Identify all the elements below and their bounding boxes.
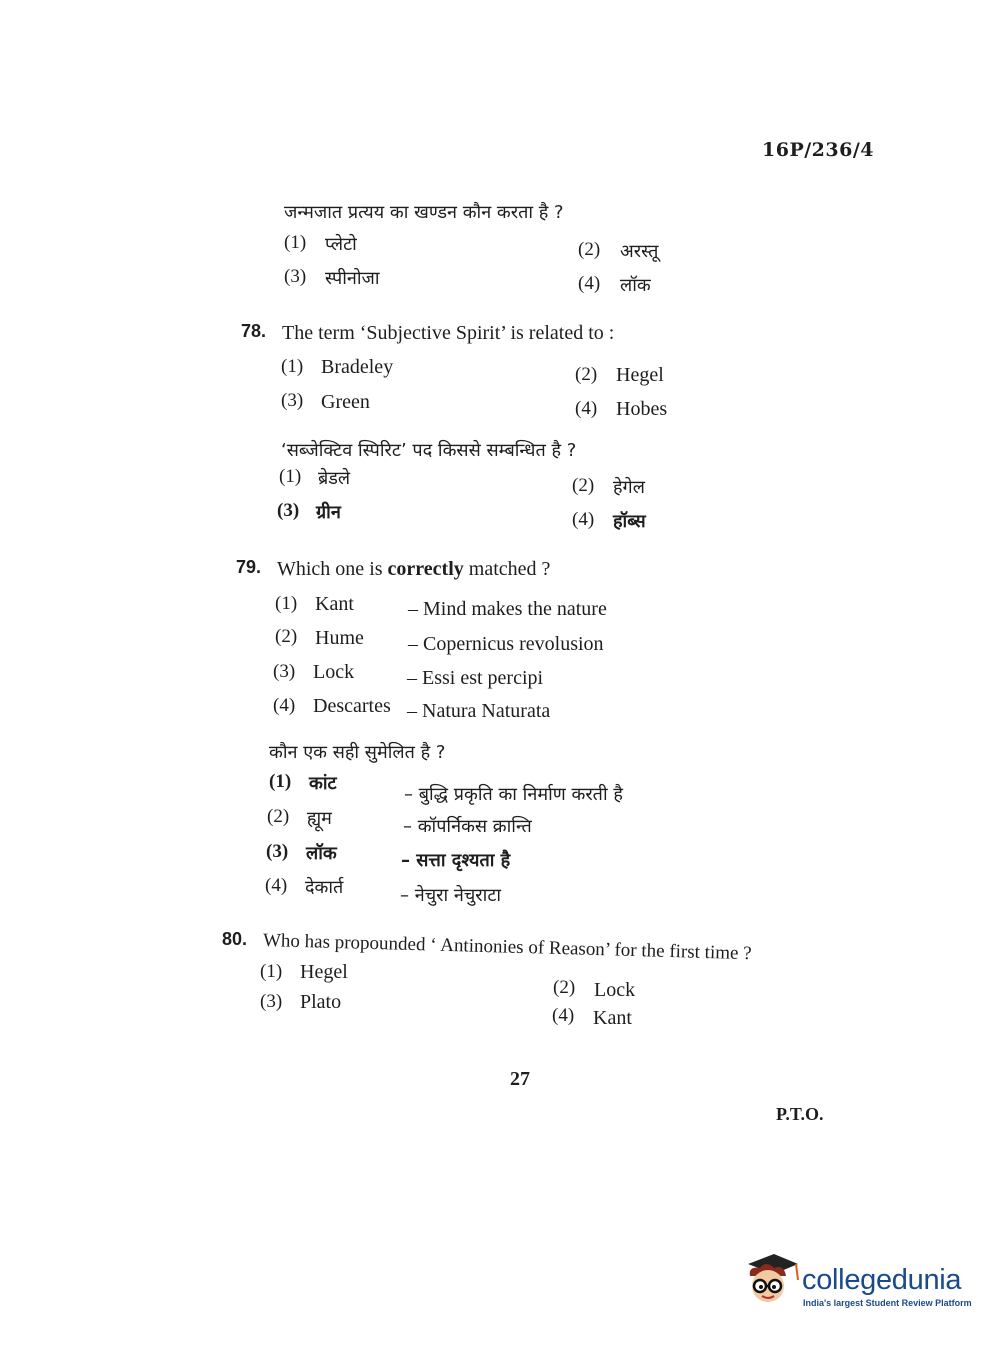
q77-option-3-number: (3)	[284, 266, 307, 287]
q77-option-2-text: अरस्तू	[620, 241, 659, 262]
q80-option-1-number: (1)	[260, 961, 283, 982]
q79-pair-4-left: Descartes	[313, 695, 391, 717]
q78-hindi-option-1-number: (1)	[279, 466, 302, 487]
q79-pair-1-number: (1)	[275, 593, 298, 614]
q78-hindi-option-3-text: ग्रीन	[316, 502, 341, 523]
q80-option-2-text: Lock	[594, 979, 636, 1001]
q77-option-2-number: (2)	[578, 239, 601, 260]
q80-option-4-number: (4)	[552, 1005, 575, 1026]
q79-pair-4-number: (4)	[273, 695, 296, 716]
q80-number: 80.	[222, 929, 248, 949]
collegedunia-tagline: India's largest Student Review Platform	[803, 1298, 972, 1308]
pto-note: P.T.O.	[776, 1104, 824, 1124]
q78-option-2-number: (2)	[575, 364, 598, 385]
q78-option-1-text: Bradeley	[321, 356, 394, 378]
paper-code: 16P/236/4	[762, 139, 874, 161]
q77-option-4-text: लॉक	[620, 275, 651, 296]
q78-option-3-text: Green	[321, 391, 370, 413]
q79-hindi-pair-4-left: देकार्त	[305, 877, 344, 898]
q79-hindi-pair-1-left: कांट	[309, 773, 337, 794]
q79-hindi-pair-2-left: ह्यूम	[307, 808, 332, 829]
q77-option-1-number: (1)	[284, 232, 307, 253]
q78-option-4-number: (4)	[575, 398, 598, 419]
q79-hindi-pair-2-right: – कॉपर्निकस क्रान्ति	[403, 816, 532, 837]
q79-hindi-pair-4-right: – नेचुरा नेचुराटा	[400, 885, 502, 906]
q80-option-2-number: (2)	[553, 977, 576, 998]
q78-hindi-option-4-text: हॉब्स	[613, 511, 646, 532]
q78-hindi-option-2-number: (2)	[572, 475, 595, 496]
q79-hindi-pair-3-right: – सत्ता दृश्यता है	[401, 850, 511, 871]
page-number: 27	[510, 1068, 530, 1090]
q79-hindi-pair-3-number: (3)	[266, 841, 289, 862]
q78-question: The term ‘Subjective Spirit’ is related to :	[282, 322, 615, 344]
q78-hindi-option-4-number: (4)	[572, 509, 595, 530]
q80-option-1-text: Hegel	[300, 961, 348, 983]
q79-hindi-pair-3-left: लॉक	[306, 843, 337, 864]
q79-pair-4-right: – Natura Naturata	[407, 700, 551, 722]
q78-option-2-text: Hegel	[616, 364, 664, 386]
q79-hindi-pair-1-number: (1)	[269, 771, 292, 792]
q78-number: 78.	[241, 321, 267, 341]
q78-option-1-number: (1)	[281, 356, 304, 377]
q77-hindi-question: जन्मजात प्रत्यय का खण्डन कौन करता है ?	[284, 202, 564, 223]
collegedunia-mascot-icon	[740, 1250, 802, 1312]
q79-hindi-pair-2-number: (2)	[267, 806, 290, 827]
q79-question: Which one is correctly matched ?	[277, 558, 551, 580]
q79-pair-3-number: (3)	[273, 661, 296, 682]
q77-option-3-text: स्पीनोजा	[325, 268, 380, 289]
q80-option-3-number: (3)	[260, 991, 283, 1012]
q78-hindi-question: ‘सब्जेक्टिव स्पिरिट’ पद किससे सम्बन्धित है ?	[281, 440, 577, 461]
q78-option-4-text: Hobes	[616, 398, 668, 420]
q79-pair-1-right: – Mind makes the nature	[408, 598, 607, 620]
q79-hindi-pair-4-number: (4)	[265, 875, 288, 896]
q79-pair-2-left: Hume	[315, 627, 364, 649]
q79-pair-2-number: (2)	[275, 626, 298, 647]
q79-hindi-question: कौन एक सही सुमेलित है ?	[269, 742, 446, 763]
q77-option-4-number: (4)	[578, 273, 601, 294]
q80-question: Who has propounded ‘ Antinonies of Reason’ for the first time ?	[262, 930, 752, 965]
q78-hindi-option-2-text: हेगेल	[613, 477, 645, 498]
q77-option-1-text: प्लेटो	[325, 234, 357, 255]
q78-option-3-number: (3)	[281, 390, 304, 411]
q78-hindi-option-3-number: (3)	[277, 500, 300, 521]
q80-option-4-text: Kant	[593, 1007, 632, 1029]
q79-pair-3-left: Lock	[313, 661, 355, 683]
q80-option-3-text: Plato	[300, 991, 342, 1013]
q79-pair-2-right: – Copernicus revolusion	[408, 633, 604, 655]
q78-hindi-option-1-text: ब्रेडले	[318, 468, 351, 489]
q79-pair-3-right: – Essi est percipi	[407, 667, 544, 689]
q79-pair-1-left: Kant	[315, 593, 354, 615]
q79-hindi-pair-1-right: – बुद्धि प्रकृति का निर्माण करती है	[404, 784, 623, 805]
q79-number: 79.	[236, 557, 262, 577]
collegedunia-logo-text: collegedunia	[802, 1264, 962, 1296]
